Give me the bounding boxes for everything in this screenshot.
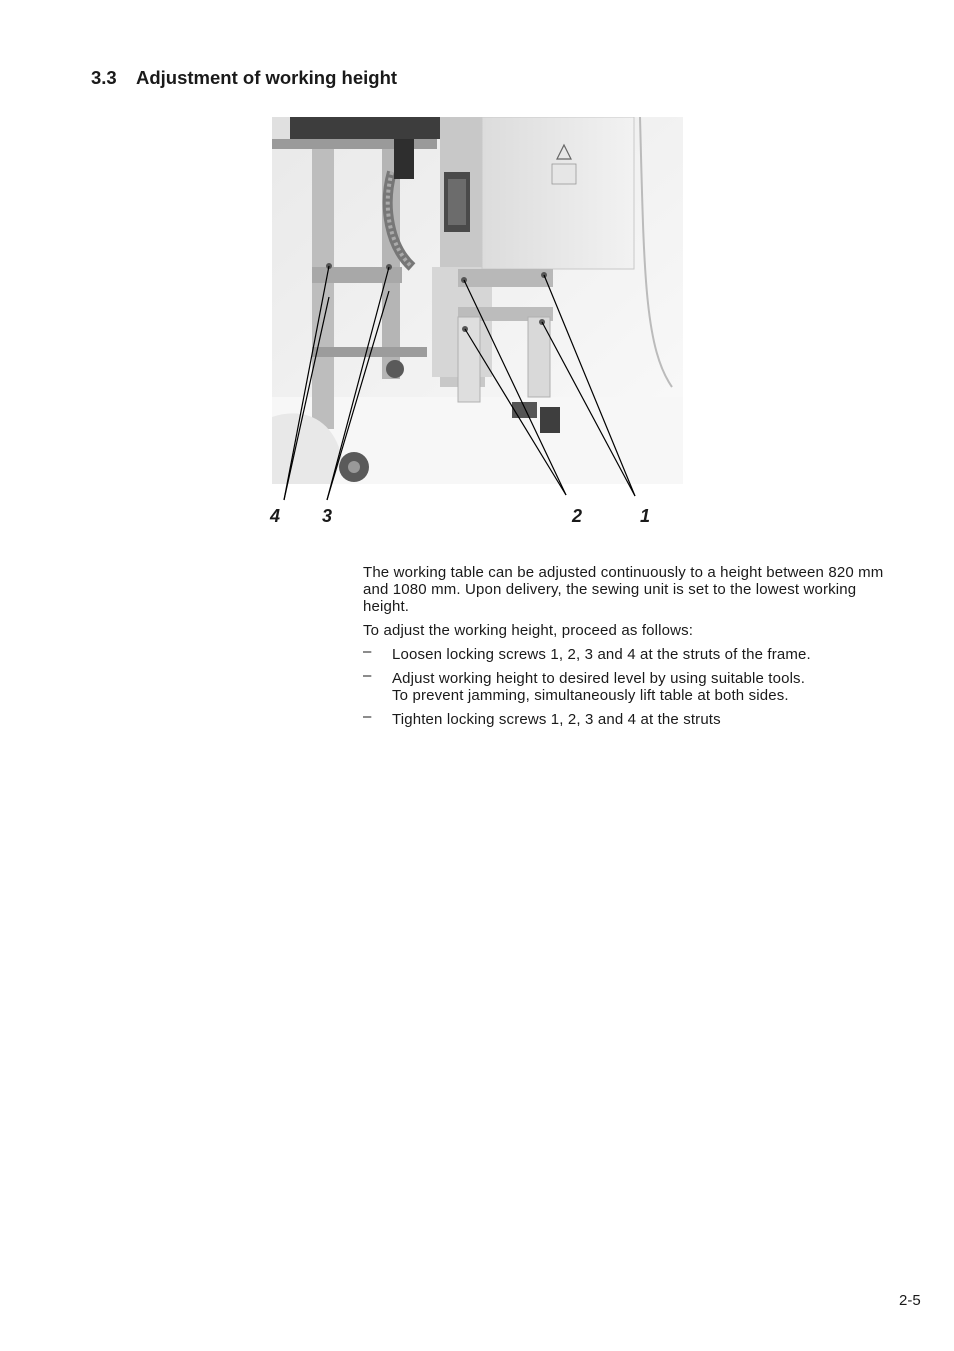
section-heading: [91, 67, 397, 89]
list-item: [363, 667, 903, 704]
page-number: 2-5: [899, 1292, 921, 1309]
step-text: Loosen locking screws 1, 2, 3 and 4 at the struts of the frame.: [392, 646, 811, 663]
machine-frame-photo: [272, 117, 683, 484]
dash-marker: –: [363, 667, 372, 684]
callout-label-4: 4: [270, 506, 281, 526]
lead-paragraph: To adjust the working height, proceed as follows:: [363, 622, 694, 639]
step-text: Tighten locking screws 1, 2, 3 and 4 at the struts: [392, 711, 721, 728]
callout-label-3: 3: [322, 506, 333, 526]
callout-label-2: 2: [572, 506, 583, 526]
steps-list: [363, 643, 903, 728]
section-title: Adjustment of working height: [136, 67, 398, 88]
instruction-text: [363, 564, 903, 735]
dash-marker: –: [363, 643, 372, 660]
step-text: Adjust working height to desired level by using suitable tools.: [392, 670, 806, 687]
step-text-continued: To prevent jamming, simultaneously lift table at both sides.: [392, 687, 789, 704]
dash-marker: –: [363, 708, 372, 725]
callout-label-1: 1: [640, 506, 651, 526]
section-number: 3.3: [91, 67, 117, 88]
list-item: [363, 643, 903, 663]
list-item: [363, 708, 903, 728]
intro-paragraph: The working table can be adjusted continuously to a height between 820 mm and 1080 mm. Upon delivery, the sewing unit is set to the lowest working height.: [363, 564, 884, 615]
